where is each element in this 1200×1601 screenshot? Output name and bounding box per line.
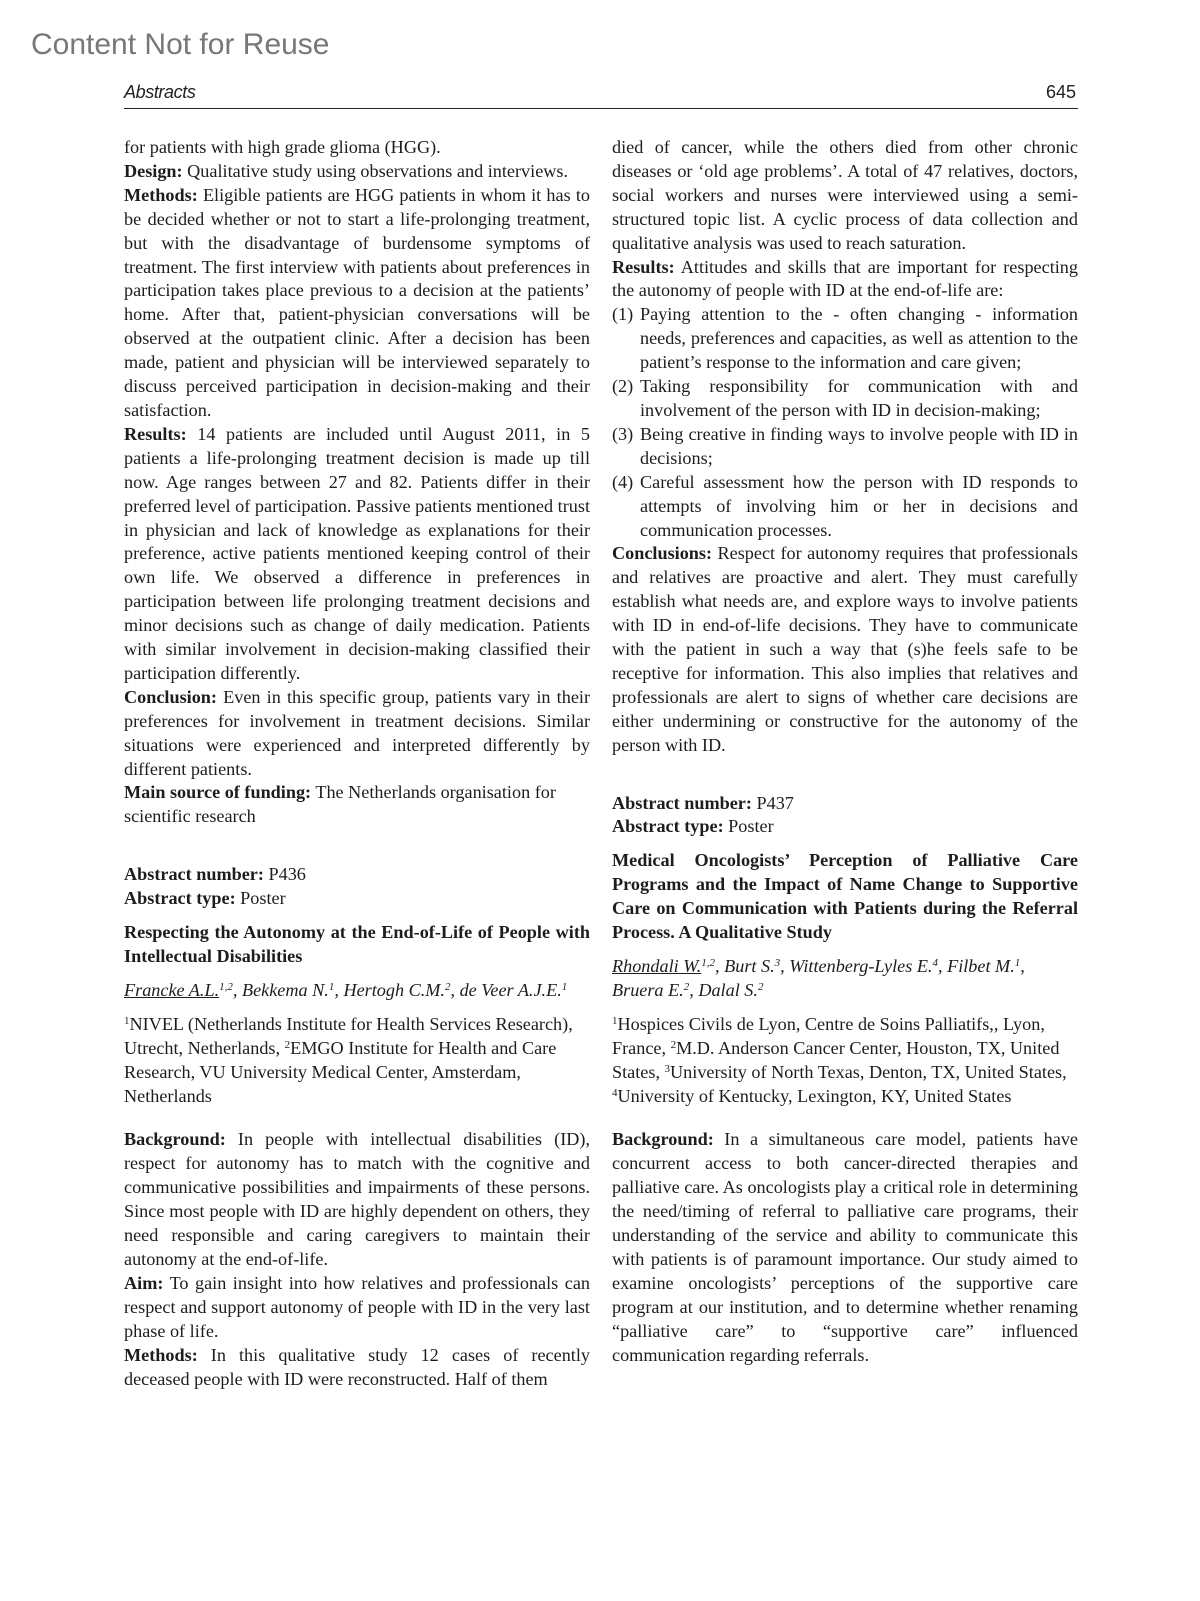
author: , Wittenberg-Lyles E. [780,956,933,976]
presenting-author: Rhondali W. [612,956,702,976]
author-sup: 2 [444,980,451,993]
abstract-number: P436 [263,864,306,885]
abstract-title: Respecting the Autonomy at the End-of-Life of People with Intellectual Disabilities [124,922,590,966]
abstract-type: Poster [723,816,774,837]
abstract-type-line [124,887,590,911]
methods-paragraph-p436 [124,1344,590,1392]
conclusion-paragraph [124,686,590,782]
right-column [612,136,1078,1368]
design-label: Design: [124,160,183,181]
author: , de Veer A.J.E. [450,979,562,1000]
results-text: 14 patients are included until August 2011, in 5 patients a life-prolonging treatment decision is made up till now. Age ranges between 27 and 82. Patients differ in their preferred level of participation. Passive patients mentioned trust in physician and lack of knowledge as explanations for their preference, active patients mentioned keeping control of their own life. We observed a difference in preferences in participation between life prolonging treatment decisions and minor decisions such as change of daily medication. Patients with similar involvement in decision-making classified their participation differently. [124,423,590,683]
running-header [124,82,1078,109]
results-label: Results: [612,256,675,277]
author-sup: 1,2 [219,980,233,993]
aim-paragraph [124,1272,590,1344]
results-list-item [612,375,1078,423]
affiliations [124,1013,590,1109]
author-sup: 4 [932,957,938,969]
affiliation-sup: 2 [284,1038,291,1051]
funding-text: The Netherlands organisation for scientific research [124,782,556,827]
affiliations [612,1013,1078,1109]
abstract-number-label: Abstract number: [124,864,264,885]
aim-text: To gain insight into how relatives and professionals can respect and support autonomy of people with ID in the very last phase of life. [124,1272,590,1341]
affiliation: NIVEL (Netherlands Institute for Health Services Research), Utrecht, Netherlands, [124,1013,573,1058]
author-sup: 2 [683,980,690,993]
author-sup: 1,2 [701,957,716,969]
item-text: Taking responsibility for communication with and involvement of the person with ID in decision-making; [640,376,1078,420]
intro-fragment: for patients with high grade glioma (HGG). [124,137,441,157]
author-sup: 1 [1014,957,1021,969]
item-text: Careful assessment how the person with ID responds to attempts of involving him or her in decisions and communication processes. [640,471,1078,540]
funding-label: Main source of funding: [124,782,312,803]
author: , Hertogh C.M. [334,979,445,1000]
methods-label: Methods: [124,184,198,205]
item-number: (2) [612,376,634,397]
background-paragraph [612,1128,1078,1367]
abstract-number-label: Abstract number: [612,792,752,813]
methods-label: Methods: [124,1344,198,1365]
author-sup: 1 [561,980,568,993]
author: , Burt S. [715,956,775,976]
abstract-type-line [612,815,1078,839]
item-text: Paying attention to the - often changing - information needs, preferences and capacities, as well as attention to the patient’s response to the information and care given; [640,304,1078,373]
author: , Filbet M. [937,956,1015,976]
results-paragraph-p436 [612,256,1078,304]
affiliation-sup: 1 [612,1014,618,1027]
item-number: (4) [612,471,634,492]
affiliation-sup: 2 [670,1038,677,1051]
results-list-item [612,423,1078,471]
conclusion-text: Even in this specific group, patients vary in their preferences for involvement in treatment decisions. Similar situations were experienced and interpreted differently by different patients. [124,686,590,779]
conclusions-label: Conclusions: [612,543,713,564]
conclusion-label: Conclusion: [124,686,217,707]
author-list [612,955,1078,1003]
abstract-number: P437 [751,792,794,813]
affiliation: University of North Texas, Denton, TX, United States, [670,1061,1067,1082]
affiliation-sup: 1 [124,1014,130,1027]
background-text: In people with intellectual disabilities (ID), respect for autonomy has to match with the cognitive and communicative possibilities and impairments of these persons. Since most people with ID are highly dependent on others, they need responsible and caring caregivers to maintain their autonomy at the end-of-life. [124,1129,590,1269]
affiliation: M.D. Anderson Cancer Center, Houston, TX, United States, [612,1037,1060,1082]
abstract-type: Poster [235,888,286,909]
aim-label: Aim: [124,1272,164,1293]
abstract-type-label: Abstract type: [612,816,724,837]
conclusions-text: Respect for autonomy requires that professionals and relatives are proactive and alert. They must carefully establish what needs are, and explore ways to involve patients with ID in end-of-life decisions. They have to communicate with the patient in such a way that (s)he feels safe to be receptive for information. This also implies that relatives and professionals are alert to signs of whether care decisions are either undermining or constructive for the autonomy of the person with ID. [612,543,1078,755]
background-text: In a simultaneous care model, patients have concurrent access to both cancer-directed therapies and palliative care. As oncologists play a critical role in determining the need/timing of referral to palliative care programs, their understanding of the service and ability to communicate this with patients is of paramount importance. Our study aimed to examine oncologists’ perceptions of the supportive care program at our institution, and to determine whether renaming “palliative care” to “supportive care” influenced communication regarding referrals. [612,1129,1078,1365]
affiliation-sup: 4 [612,1086,618,1099]
abstract-number-line [124,863,590,887]
abstract-type-label: Abstract type: [124,888,236,909]
author-sup: 3 [774,957,781,969]
affiliation-sup: 3 [664,1062,671,1075]
results-text: Attitudes and skills that are important for respecting the autonomy of people with ID at the end-of-life are: [612,256,1078,301]
methods-paragraph [124,184,590,423]
author-sup: 2 [757,980,764,993]
item-number: (1) [612,304,634,325]
affiliation: EMGO Institute for Health and Care Research, VU University Medical Center, Amsterdam, Netherlands [124,1037,557,1106]
results-paragraph [124,423,590,686]
author: , Dalal S. [689,979,758,1000]
design-paragraph [124,160,590,184]
continuation-paragraph: died of cancer, while the others died from other chronic diseases or ‘old age problems’. A total of 47 relatives, doctors, social workers and nurses were interviewed using a semi-structured topic list. A cyclic process of data collection and qualitative analysis was used to reach saturation. [612,137,1078,253]
running-title: Abstracts [124,82,196,102]
item-number: (3) [612,423,634,444]
author: , Bruera E. [612,956,1025,1000]
left-column [124,136,590,1391]
methods-text: In this qualitative study 12 cases of recently deceased people with ID were reconstructed. Half of them [124,1344,590,1389]
background-label: Background: [124,1129,226,1150]
background-paragraph [124,1128,590,1271]
watermark: Content Not for Reuse [31,28,330,61]
affiliation: University of Kentucky, Lexington, KY, United States [617,1085,1012,1106]
author: , Bekkema N. [232,979,329,1000]
presenting-author: Francke A.L. [124,979,220,1000]
results-label: Results: [124,423,187,444]
page-number: 645 [1045,82,1076,102]
funding-paragraph [124,781,590,829]
results-list [612,303,1078,542]
conclusions-paragraph [612,542,1078,757]
abstract-number-line [612,792,1078,816]
affiliation: Hospices Civils de Lyon, Centre de Soins Palliatifs,, Lyon, France, [612,1013,1045,1058]
item-text: Being creative in finding ways to involve people with ID in decisions; [640,423,1078,468]
results-list-item [612,303,1078,375]
methods-text: Eligible patients are HGG patients in whom it has to be decided whether or not to start a life-prolonging treatment, but with the disadvantage of burdensome symptoms of treatment. The first interview with patients about preferences in participation takes place previous to a decision at the patients’ home. After that, patient-physician conversations will be observed at the outpatient clinic. After a decision has been made, patient and physician will be interviewed separately to discuss perceived participation in decision-making and their satisfaction. [124,184,590,420]
background-label: Background: [612,1129,714,1150]
results-list-item [612,471,1078,543]
design-text: Qualitative study using observations and interviews. [182,160,569,181]
author-sup: 1 [328,980,335,993]
abstract-title: Medical Oncologists’ Perception of Palliative Care Programs and the Impact of Name Change to Supportive Care on Communication with Patients during the Referral Process. A Qualitative Study [612,850,1078,943]
author-list [124,979,590,1003]
